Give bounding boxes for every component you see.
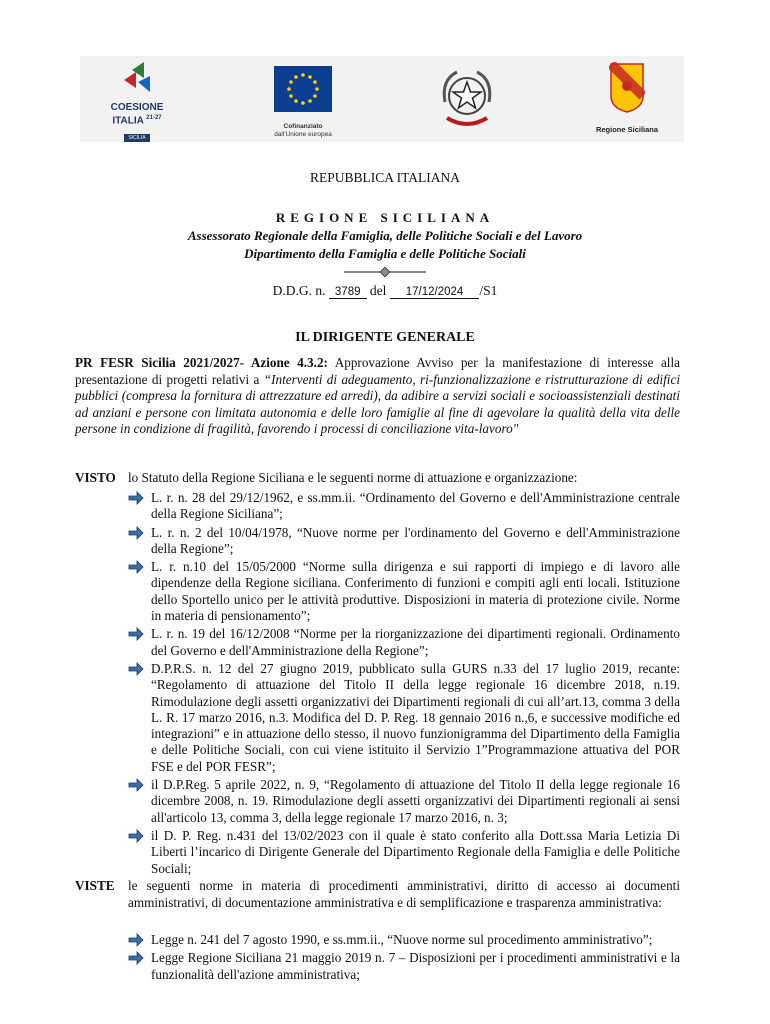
italian-emblem-icon — [435, 62, 499, 136]
list-item: il D.P.Reg. 5 aprile 2022, n. 9, “Regolamento di attuazione del Titolo II della legge regionale 16 dicembre 2008, n. 19. Rimodulazione degli assetti organizzativi dei Dipartimenti regionali ai sensi all'articolo 13, comma 3, della legge regionale 17 marzo 2016, n. 3; — [128, 777, 680, 826]
intro-text: Approvazione Avviso per la manifestazione di interesse alla presentazione di progetti relativi a — [75, 355, 680, 387]
visto-lead: lo Statuto della Regione Siciliana e le seguenti norme di attuazione e organizzazione: — [128, 470, 578, 485]
coesione-mark-icon — [102, 56, 172, 98]
bullet-icon — [128, 933, 144, 947]
coesione-region: SICILIA — [124, 134, 149, 142]
visto-list — [128, 490, 680, 879]
intro-bold: PR FESR Sicilia 2021/2027- Azione 4.3.2: — [75, 355, 328, 370]
decree-suffix: /S1 — [479, 283, 498, 298]
bullet-icon — [128, 560, 144, 574]
decree-prefix: D.D.G. n. — [272, 283, 326, 298]
intro-italic: “Interventi di adeguamento, ri-funzionalizzazione e ristrutturazione di edifici pubblici (compresa la fornitura di attrezzature ed arredi), da adibire a servizi sociali e socioassistenziali destinati ad anziani e persone con limitata autonomia e delle loro famiglie al fine di agevolare la qualità della vita delle persone in condizione di fragilità, favorendo i processi di conciliazione vita-lavoro" — [75, 371, 680, 436]
viste-label: VISTE — [75, 878, 115, 893]
header-divider — [0, 264, 770, 282]
page-title: IL DIRIGENTE GENERALE — [295, 330, 475, 345]
decree-line — [0, 283, 770, 299]
decree-del-label: del — [369, 283, 387, 298]
coesione-line1: COESIONE — [110, 102, 164, 113]
list-item: L. r. n. 2 del 10/04/1978, “Nuove norme per l'ordinamento del Governo e dell'Amministrazione della Regione”; — [128, 525, 680, 558]
eu-flag-icon — [274, 66, 332, 112]
coesione-years: 21-27 — [146, 115, 162, 121]
viste-lead: le seguenti norme in materia di procedimenti amministrativi, diritto di accesso ai documenti amministrativi, di documentazione amministrativa e di semplificazione e trasparenza amministrativa: — [128, 878, 680, 910]
coesione-italia-logo — [102, 56, 172, 142]
list-item: L. r. n.10 del 15/05/2000 “Norme sulla dirigenza e sui rapporti di impiego e di lavoro alle dipendenze della Regione siciliana. Conferimento di funzioni e compiti agli enti locali. Istituzione dello Sportello unico per le attività produttive. Disposizioni in materia di protezione civile. Norme in materia di pensionamento”; — [128, 559, 680, 624]
viste-list — [128, 932, 680, 985]
trinacria-shield-icon — [609, 62, 645, 114]
eu-caption-2: dall'Unione europea — [274, 131, 332, 138]
list-item: Legge Regione Siciliana 21 maggio 2019 n. 7 – Disposizioni per i procedimenti amministrativi e la funzionalità dell'azione amministrativa; — [128, 950, 680, 983]
decree-number: 3789 — [329, 286, 367, 299]
list-item: D.P.R.S. n. 12 del 27 giugno 2019, pubblicato sulla GURS n.33 del 17 luglio 2019, recante: “Regolamento di attuazione del Titolo II della legge regionale 16 dicembre 2018, n.19. Rimodulazione degli assetti organizzativi dei Dipartimenti regionali di cui all’art.13, comma 3 della L. R. 17 marzo 2016, n.3. Modifica del D. P. Reg. 18 gennaio 2016 n.,6, e successive modifiche ed integrazioni” e in attuazione dello stesso, il nuovo funzionigramma del Dipartimento della Famiglia e delle Politiche Sociali, con cui viene istituito il Servizio 1”Programmazione attuativa del POR FSE e del POR FESR”; — [128, 661, 680, 775]
header-regione: REGIONE SICILIANA — [275, 210, 495, 225]
list-item: il D. P. Reg. n.431 del 13/02/2023 con il quale è stato conferito alla Dott.ssa Maria Letizia Di Liberti l’incarico di Dirigente Generale del Dipartimento Regionale della Famiglia e delle Politiche Sociali; — [128, 828, 680, 877]
eu-logo — [258, 56, 348, 142]
bullet-icon — [128, 662, 144, 676]
list-item: L. r. n. 19 del 16/12/2008 “Norme per la riorganizzazione dei dipartimenti regionali. Ordinamento del Governo e dell'Amministrazione della Regione”; — [128, 626, 680, 659]
header-dipartimento: Dipartimento della Famiglia e delle Politiche Sociali — [244, 246, 526, 261]
coesione-line2: ITALIA — [112, 115, 144, 127]
repubblica-emblem — [435, 56, 499, 142]
list-item: L. r. n. 28 del 29/12/1962, e ss.mm.ii. “Ordinamento del Governo e dell'Amministrazione centrale della Regione Siciliana”; — [128, 490, 680, 523]
bullet-icon — [128, 526, 144, 540]
bullet-icon — [128, 778, 144, 792]
diamond-divider-icon — [344, 267, 426, 277]
bullet-icon — [128, 951, 144, 965]
intro-paragraph — [75, 355, 680, 438]
header-repubblica: REPUBBLICA ITALIANA — [309, 170, 461, 185]
logo-bar — [80, 56, 684, 142]
list-item: Legge n. 241 del 7 agosto 1990, e ss.mm.ii., “Nuove norme sul procedimento amministrativo”; — [128, 932, 680, 948]
sicilia-caption: Regione Siciliana — [595, 125, 659, 134]
bullet-icon — [128, 627, 144, 641]
bullet-icon — [128, 829, 144, 843]
decree-date: 17/12/2024 — [390, 286, 480, 299]
bullet-icon — [128, 491, 144, 505]
regione-siciliana-logo — [582, 56, 672, 142]
visto-label: VISTO — [75, 470, 116, 485]
header-assessorato: Assessorato Regionale della Famiglia, delle Politiche Sociali e del Lavoro — [187, 228, 583, 243]
eu-caption-1: Cofinanziato — [283, 123, 323, 130]
